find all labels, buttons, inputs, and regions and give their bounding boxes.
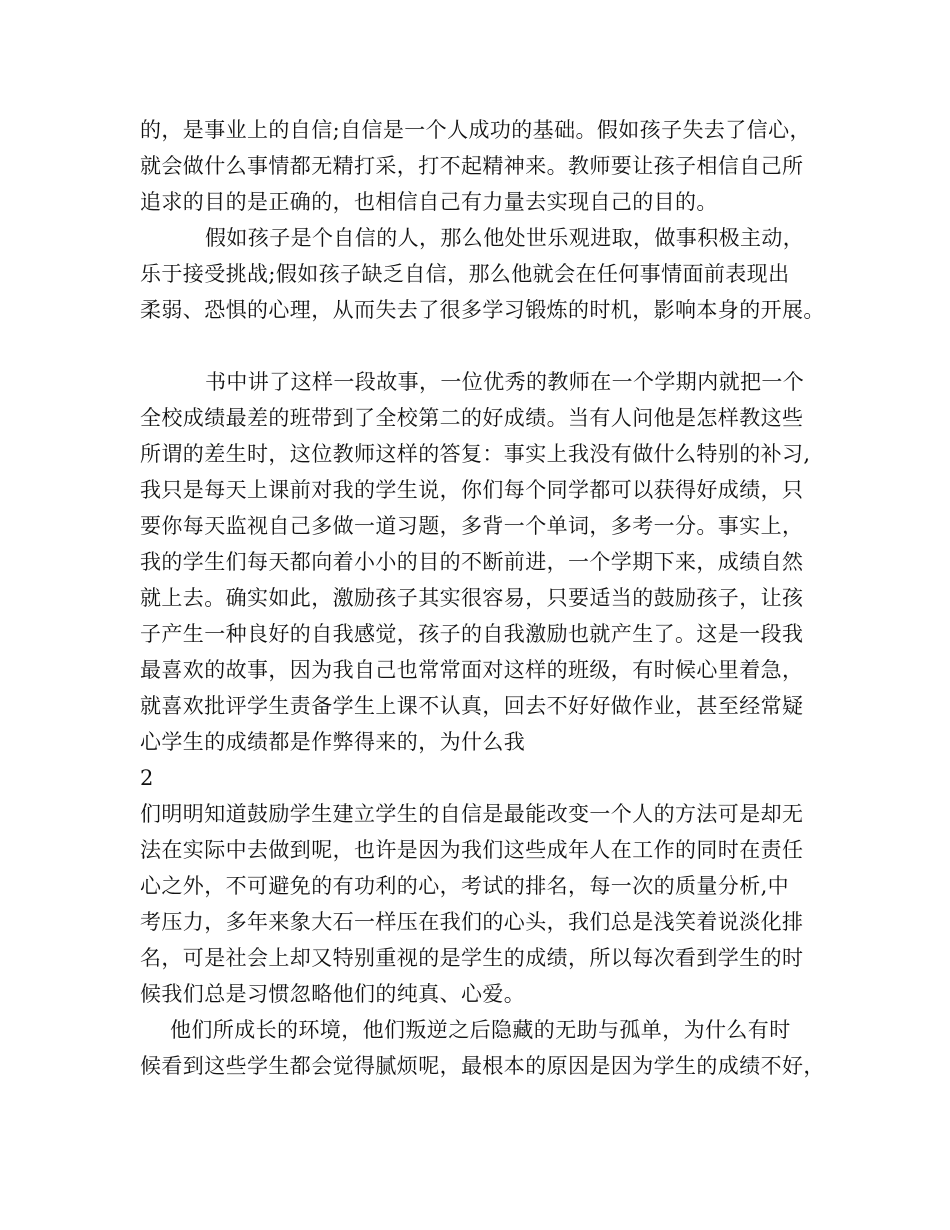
text-line: 候看到这些学生都会觉得腻烦呢，最根本的原因是因为学生的成绩不好， [140, 1054, 825, 1078]
text-line: 子产生一种良好的自我感觉，孩子的自我激励也就产生了。这是一段我 [140, 622, 804, 646]
text-line: 就会做什么事情都无精打采，打不起精神来。教师要让孩子相信自己所 [140, 154, 804, 178]
text-line: 乐于接受挑战;假如孩子缺乏自信，那么他就会在任何事情面前表现出 [140, 262, 790, 286]
text-line: 法在实际中去做到呢，也许是因为我们这些成年人在工作的同时在责任 [140, 838, 804, 862]
text-line: 全校成绩最差的班带到了全校第二的好成绩。当有人问他是怎样教这些 [140, 406, 804, 430]
text-line: 的，是事业上的自信;自信是一个人成功的基础。假如孩子失去了信心， [140, 118, 811, 142]
text-line: 考压力，多年来象大石一样压在我们的心头，我们总是浅笑着说淡化排 [140, 910, 804, 934]
text-line: 候我们总是习惯忽略他们的纯真、心爱。 [140, 982, 526, 1006]
text-line: 就喜欢批评学生责备学生上课不认真，回去不好好做作业，甚至经常疑 [140, 694, 804, 718]
text-line: 柔弱、恐惧的心理，从而失去了很多学习锻炼的时机，影响本身的开展。 [140, 298, 825, 322]
text-line: 们明明知道鼓励学生建立学生的自信是最能改变一个人的方法可是却无 [140, 802, 804, 826]
text-line: 心学生的成绩都是作弊得来的，为什么我 [140, 730, 526, 754]
text-line: 要你每天监视自己多做一道习题，多背一个单词，多考一分。事实上， [140, 514, 804, 538]
text-line: 所谓的差生时，这位教师这样的答复：事实上我没有做什么特别的补习, [140, 442, 811, 466]
paragraph-start-line: 他们所成长的环境，他们叛逆之后隐藏的无助与孤单，为什么有时 [170, 1018, 791, 1042]
paragraph-start-line: 书中讲了这样一段故事，一位优秀的教师在一个学期内就把一个 [205, 370, 805, 394]
page-number: 2 [140, 766, 154, 790]
text-line: 心之外，不可避免的有功利的心，考试的排名，每一次的质量分析,中 [140, 874, 790, 898]
paragraph-start-line: 假如孩子是个自信的人，那么他处世乐观进取，做事积极主动， [205, 226, 805, 250]
text-line: 就上去。确实如此，激励孩子其实很容易，只要适当的鼓励孩子，让孩 [140, 586, 804, 610]
text-line: 名，可是社会上却又特别重视的是学生的成绩，所以每次看到学生的时 [140, 946, 804, 970]
text-line: 我的学生们每天都向着小小的目的不断前进，一个学期下来，成绩自然 [140, 550, 804, 574]
text-line: 最喜欢的故事，因为我自己也常常面对这样的班级，有时候心里着急， [140, 658, 804, 682]
text-line: 追求的目的是正确的，也相信自己有力量去实现自己的目的。 [140, 190, 718, 214]
text-line: 我只是每天上课前对我的学生说，你们每个同学都可以获得好成绩，只 [140, 478, 804, 502]
